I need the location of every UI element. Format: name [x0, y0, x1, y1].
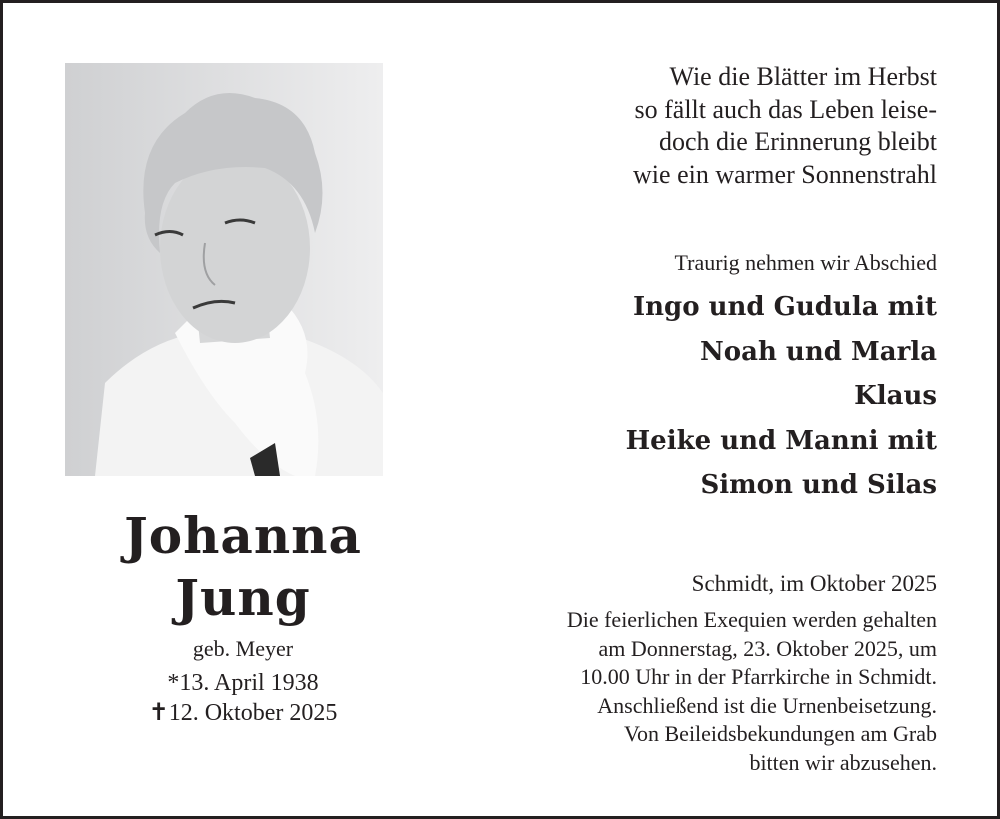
mourner-name: Simon und Silas: [700, 470, 937, 500]
portrait-photo: [65, 63, 383, 476]
detail-line: Anschließend ist die Urnenbeisetzung.: [597, 692, 937, 718]
detail-line: bitten wir abzusehen.: [749, 749, 937, 775]
mourners-list: [626, 285, 937, 508]
detail-line: Von Beileidsbekundungen am Grab: [623, 721, 937, 746]
mourner-name: Noah und Marla: [700, 336, 937, 367]
birth-date: *13. April 1938: [167, 670, 319, 696]
last-name: Jung: [175, 568, 311, 627]
deceased-info: [43, 508, 443, 728]
place-date: Schmidt, im Oktober 2025: [691, 571, 937, 596]
poem-line: wie ein warmer Sonnenstrahl: [633, 159, 937, 189]
birth-name: geb. Meyer: [192, 636, 294, 661]
detail-line: Die feierlichen Exequien werden gehalten: [566, 607, 937, 632]
mourner-name: Heike und Manni mit: [625, 425, 937, 456]
death-date: ✝12. Oktober 2025: [148, 700, 338, 726]
mourner-name: Klaus: [854, 381, 937, 411]
life-dates: [43, 668, 443, 728]
poem-line: so fällt auch das Leben leise-: [634, 94, 937, 124]
detail-line: am Donnerstag, 23. Oktober 2025, um: [598, 635, 937, 661]
funeral-details: [567, 606, 937, 777]
mourners-intro: Traurig nehmen wir Abschied: [674, 250, 937, 275]
mourner-name: Ingo und Gudula mit: [632, 292, 937, 322]
detail-line: 10.00 Uhr in der Pfarrkirche in Schmidt.: [580, 664, 937, 689]
portrait-image: [65, 63, 383, 476]
poem-line: doch die Erinnerung bleibt: [659, 127, 937, 156]
first-name: Johanna: [124, 506, 362, 565]
poem: [633, 61, 937, 191]
poem-line: Wie die Blätter im Herbst: [669, 62, 937, 91]
